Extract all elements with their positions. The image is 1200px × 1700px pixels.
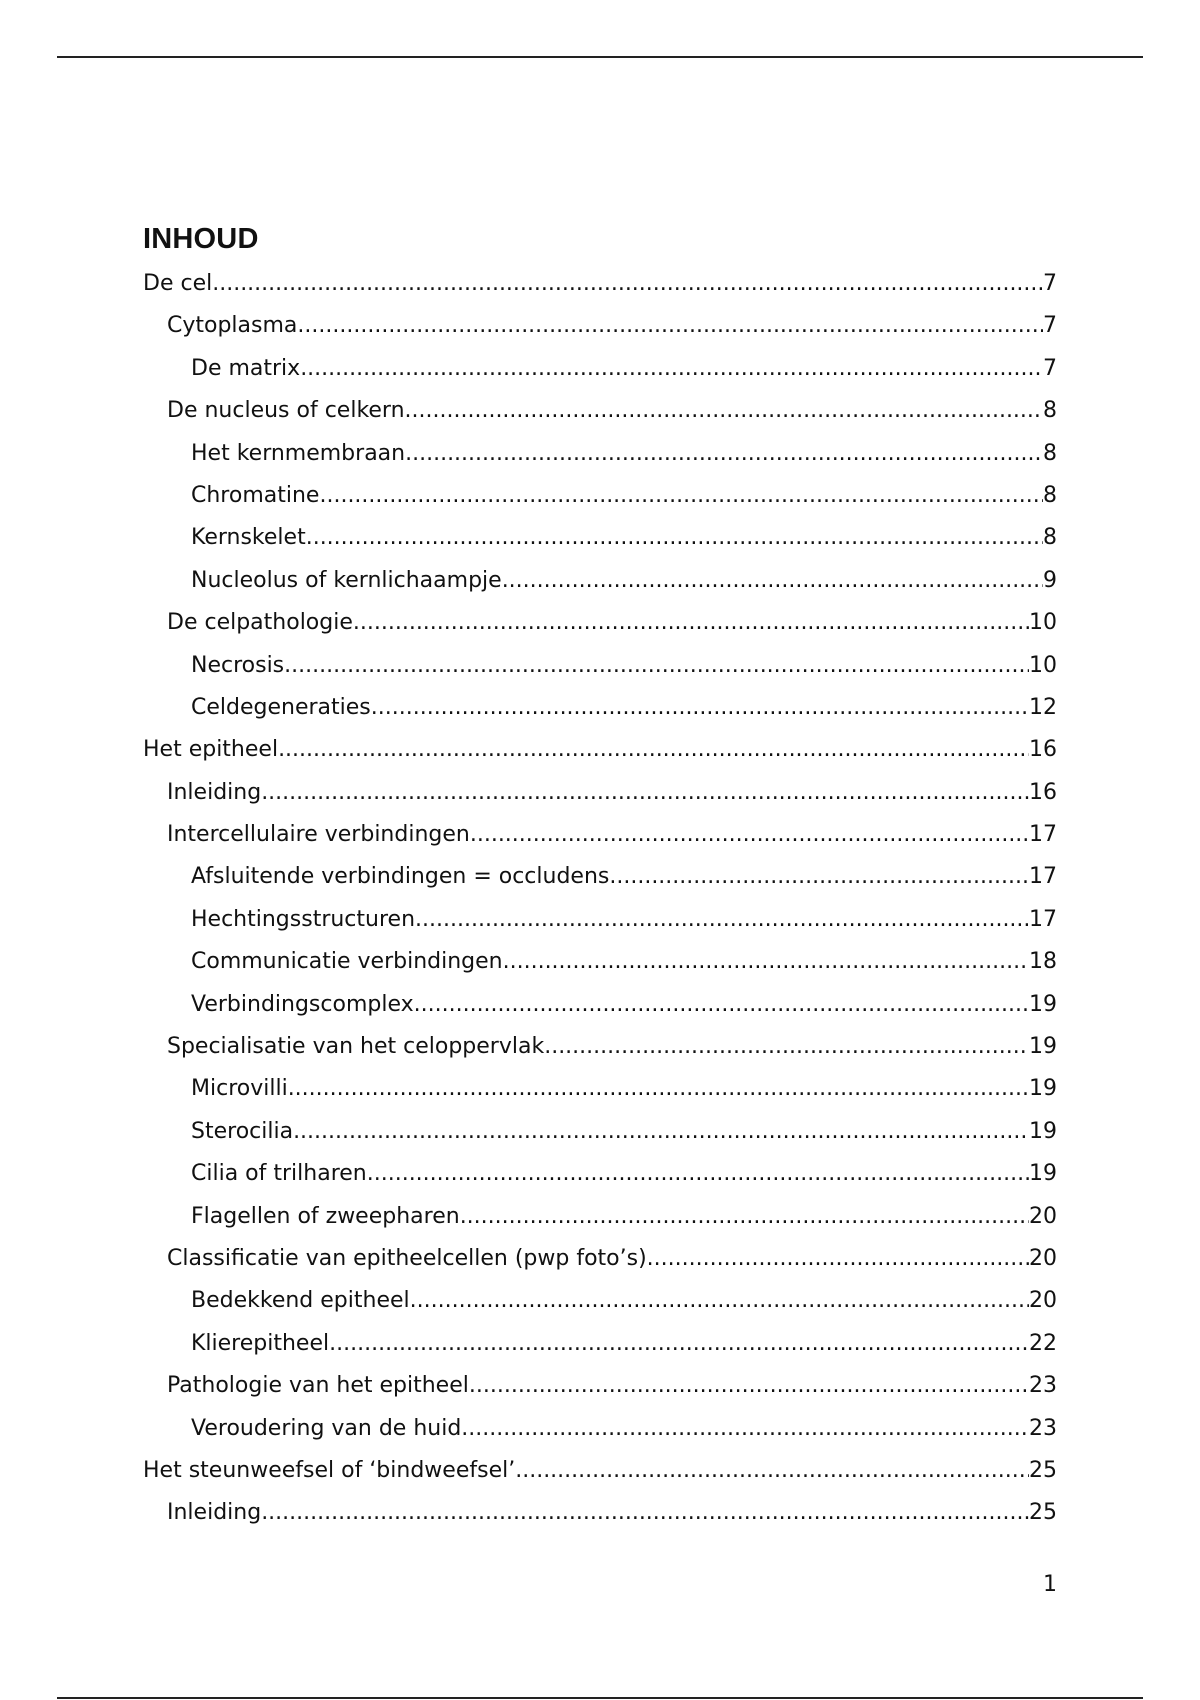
toc-dot-leader [278, 729, 1029, 771]
toc-entry-page: 20 [1029, 1203, 1057, 1229]
toc-dot-leader [414, 984, 1029, 1026]
toc-entry[interactable] [143, 1492, 1057, 1534]
toc-dot-leader [371, 687, 1029, 729]
toc-entry-page: 12 [1029, 694, 1057, 720]
header-rule [57, 56, 1143, 58]
toc-entry-title: Cytoplasma [167, 313, 298, 339]
toc-heading: INHOUD [143, 223, 259, 255]
toc-dot-leader [405, 390, 1043, 432]
toc-entry-title: Chromatine [191, 482, 320, 508]
toc-entry-page: 10 [1029, 610, 1057, 636]
toc-entry[interactable] [143, 390, 1057, 432]
toc-dot-leader [300, 348, 1043, 390]
toc-entry-title: Cilia of trilharen [191, 1161, 367, 1187]
toc-entry[interactable] [143, 1450, 1057, 1492]
toc-entry[interactable] [143, 475, 1057, 517]
toc-entry-title: De matrix [191, 355, 301, 381]
toc-entry-page: 8 [1043, 525, 1057, 551]
toc-entry-title: Inleiding [167, 779, 262, 805]
toc-entry-page: 10 [1029, 652, 1057, 678]
toc-entry-page: 20 [1029, 1245, 1057, 1271]
toc-dot-leader [261, 772, 1029, 814]
toc-dot-leader [415, 899, 1029, 941]
toc-entry-title: De celpathologie [167, 610, 353, 636]
toc-entry[interactable] [143, 517, 1057, 559]
toc-dot-leader [297, 305, 1043, 347]
toc-entry-page: 17 [1029, 906, 1057, 932]
footer-rule [57, 1697, 1143, 1699]
toc-entry-title: Flagellen of zweepharen [191, 1203, 460, 1229]
toc-dot-leader [470, 814, 1029, 856]
toc-dot-leader [261, 1492, 1029, 1534]
toc-dot-leader [503, 941, 1029, 983]
toc-entry[interactable] [143, 1026, 1057, 1068]
toc-entry-title: De cel [143, 271, 213, 296]
toc-entry-title: Het kernmembraan [191, 440, 406, 466]
page-number: 1 [1043, 1572, 1057, 1597]
toc-entry-title: Necrosis [191, 652, 285, 678]
toc-entry[interactable] [143, 1238, 1057, 1280]
toc-entry-page: 23 [1029, 1373, 1057, 1399]
toc-entry-title: Veroudering van de huid [191, 1415, 462, 1441]
toc-entry-title: Celdegeneraties [191, 694, 371, 720]
toc-entry-page: 23 [1029, 1415, 1057, 1441]
toc-entry-page: 19 [1029, 1118, 1057, 1144]
toc-dot-leader [460, 1196, 1029, 1238]
toc-dot-leader [212, 263, 1043, 305]
toc-entry-page: 25 [1029, 1457, 1057, 1483]
toc-dot-leader [306, 517, 1043, 559]
toc-entry-page: 19 [1029, 991, 1057, 1017]
toc-entry-title: Microvilli [191, 1076, 288, 1102]
toc-entry-page: 17 [1029, 864, 1057, 890]
toc-dot-leader [410, 1280, 1029, 1322]
toc-entry-page: 25 [1029, 1500, 1057, 1526]
table-of-contents [143, 222, 1057, 1535]
toc-entry-title: Pathologie van het epitheel [167, 1373, 469, 1399]
toc-entry[interactable] [143, 348, 1057, 390]
toc-list [143, 263, 1057, 1535]
toc-dot-leader [502, 560, 1043, 602]
toc-dot-leader [319, 475, 1043, 517]
toc-entry-page: 20 [1029, 1288, 1057, 1314]
toc-entry[interactable] [143, 1323, 1057, 1365]
toc-entry-page: 19 [1029, 1076, 1057, 1102]
toc-entry-page: 7 [1043, 355, 1057, 381]
toc-entry-title: Communicatie verbindingen [191, 949, 503, 975]
toc-entry[interactable] [143, 941, 1057, 983]
toc-entry-title: Het epitheel [143, 737, 279, 763]
toc-entry-page: 7 [1043, 313, 1057, 339]
toc-entry-page: 17 [1029, 822, 1057, 848]
toc-entry[interactable] [143, 1365, 1057, 1407]
toc-entry-page: 7 [1043, 271, 1057, 296]
toc-entry[interactable] [143, 984, 1057, 1026]
toc-dot-leader [461, 1408, 1029, 1450]
toc-entry[interactable] [143, 856, 1057, 898]
toc-entry-page: 8 [1043, 482, 1057, 508]
toc-dot-leader [293, 1111, 1029, 1153]
toc-entry-page: 22 [1029, 1330, 1057, 1356]
toc-entry-title: Classificatie van epitheelcellen (pwp foto’s) [167, 1245, 647, 1271]
toc-entry[interactable] [143, 602, 1057, 644]
toc-dot-leader [367, 1153, 1029, 1195]
toc-entry-title: Specialisatie van het celoppervlak [167, 1034, 545, 1060]
toc-entry[interactable] [143, 1153, 1057, 1195]
toc-entry-title: Hechtingsstructuren [191, 906, 416, 932]
toc-dot-leader [353, 602, 1029, 644]
toc-entry-title: Sterocilia [191, 1118, 294, 1144]
toc-dot-leader [544, 1026, 1029, 1068]
toc-entry[interactable] [143, 1068, 1057, 1110]
toc-entry[interactable] [143, 263, 1057, 305]
toc-entry[interactable] [143, 433, 1057, 475]
toc-entry[interactable] [143, 729, 1057, 771]
toc-entry-page: 9 [1043, 567, 1057, 593]
toc-entry[interactable] [143, 1408, 1057, 1450]
toc-entry[interactable] [143, 560, 1057, 602]
toc-entry-title: Bedekkend epitheel [191, 1288, 410, 1314]
toc-dot-leader [405, 433, 1043, 475]
toc-dot-leader [469, 1365, 1029, 1407]
toc-entry-page: 19 [1029, 1034, 1057, 1060]
toc-dot-leader [515, 1450, 1029, 1492]
toc-entry[interactable] [143, 814, 1057, 856]
toc-dot-leader [329, 1323, 1029, 1365]
toc-entry-title: Klierepitheel [191, 1330, 330, 1356]
toc-dot-leader [647, 1238, 1029, 1280]
toc-entry[interactable] [143, 1196, 1057, 1238]
toc-entry-title: Kernskelet [191, 525, 306, 551]
toc-entry[interactable] [143, 1280, 1057, 1322]
toc-entry[interactable] [143, 899, 1057, 941]
toc-entry-page: 8 [1043, 440, 1057, 466]
toc-dot-leader [609, 856, 1029, 898]
toc-entry[interactable] [143, 305, 1057, 347]
toc-entry-title: Verbindingscomplex [191, 991, 414, 1017]
toc-entry[interactable] [143, 645, 1057, 687]
toc-entry-page: 16 [1029, 737, 1057, 763]
toc-entry-page: 18 [1029, 949, 1057, 975]
toc-entry-title: Nucleolus of kernlichaampje [191, 567, 502, 593]
toc-entry-page: 19 [1029, 1161, 1057, 1187]
toc-dot-leader [288, 1068, 1029, 1110]
toc-entry-title: De nucleus of celkern [167, 398, 405, 424]
toc-entry-page: 8 [1043, 398, 1057, 424]
toc-entry-title: Het steunweefsel of ‘bindweefsel’ [143, 1457, 516, 1483]
toc-entry-page: 16 [1029, 779, 1057, 805]
toc-entry[interactable] [143, 687, 1057, 729]
toc-entry-title: Inleiding [167, 1500, 262, 1526]
toc-entry-title: Intercellulaire verbindingen [167, 822, 470, 848]
toc-entry[interactable] [143, 772, 1057, 814]
toc-entry-title: Afsluitende verbindingen = occludens [191, 864, 610, 890]
toc-dot-leader [284, 645, 1029, 687]
toc-entry[interactable] [143, 1111, 1057, 1153]
